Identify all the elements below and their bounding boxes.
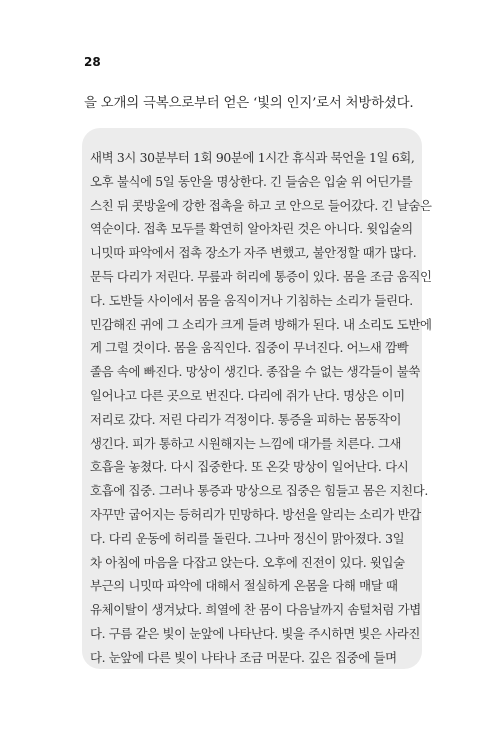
quote-line: 게 그럴 것이다. 몸을 움직인다. 집중이 무너진다. 어느새 깜빡 (90, 340, 409, 356)
page-number: 28 (84, 55, 101, 69)
quote-line: 일어나고 다른 곳으로 번진다. 다리에 쥐가 난다. 명상은 이미 (90, 387, 405, 403)
quote-line: 다. 구름 같은 빛이 눈앞에 나타난다. 빛을 주시하면 빛은 사라진 (90, 625, 420, 641)
quote-line: 자꾸만 굽어지는 등허리가 민망하다. 방선을 알리는 소리가 반갑 (90, 506, 421, 522)
quote-line: 부근의 니밋따 파악에 대해서 절실하게 온몸을 다해 매달 때 (90, 578, 398, 594)
quote-line: 스친 뒤 콧방울에 강한 접촉을 하고 코 안으로 들어갔다. 긴 날숨은 (90, 197, 432, 213)
quote-line: 새벽 3시 30분부터 1회 90분에 1시간 휴식과 묵언을 1일 6회, (90, 150, 415, 165)
quote-line: 역순이다. 접촉 모두를 확연히 알아차린 것은 아니다. 윗입술의 (90, 221, 413, 237)
quote-line: 다. 도반들 사이에서 몸을 움직이거나 기침하는 소리가 들린다. (90, 292, 413, 308)
quote-line: 호흡을 놓쳤다. 다시 집중한다. 또 온갖 망상이 일어난다. 다시 (90, 459, 409, 475)
intro-paragraph: 을 오개의 극복으로부터 얻은 ‘빛의 인지’로서 처방하셨다. (84, 96, 414, 111)
quote-line: 생긴다. 피가 통하고 시원해지는 느낌에 대가를 치른다. 그새 (90, 435, 402, 451)
quote-line: 오후 불식에 5일 동안을 명상한다. 긴 들숨은 입술 위 어딘가를 (90, 173, 413, 189)
quote-line: 다. 다리 운동에 허리를 돌린다. 그나마 정신이 맑아졌다. 3일 (90, 530, 405, 546)
quote-line: 유체이탈이 생겨났다. 희열에 찬 몸이 다음날까지 솜털처럼 가볍 (90, 602, 421, 618)
quote-line: 저리로 갔다. 저린 다리가 걱정이다. 통증을 피하는 몸동작이 (90, 411, 402, 427)
quote-line: 다. 눈앞에 다른 빛이 나타나 조금 머문다. 깊은 집중에 들며 (90, 649, 397, 665)
quote-line: 민감해진 귀에 그 소리가 크게 들려 방해가 된다. 내 소리도 도반에 (90, 316, 432, 332)
quote-line: 차 아침에 마음을 다잡고 앉는다. 오후에 진전이 있다. 윗입술 (90, 554, 405, 570)
quote-line: 호흡에 집중. 그러나 통증과 망상으로 집중은 힘들고 몸은 지친다. (90, 483, 428, 499)
quote-line: 졸음 속에 빠진다. 망상이 생긴다. 종잡을 수 없는 생각들이 불쑥 (90, 364, 420, 380)
quote-line: 문득 다리가 저린다. 무릎과 허리에 통증이 있다. 몸을 조금 움직인 (90, 268, 432, 284)
quote-box (82, 128, 432, 669)
quote-line: 니밋따 파악에서 접촉 장소가 자주 변했고, 불안정할 때가 많다. (90, 245, 417, 261)
